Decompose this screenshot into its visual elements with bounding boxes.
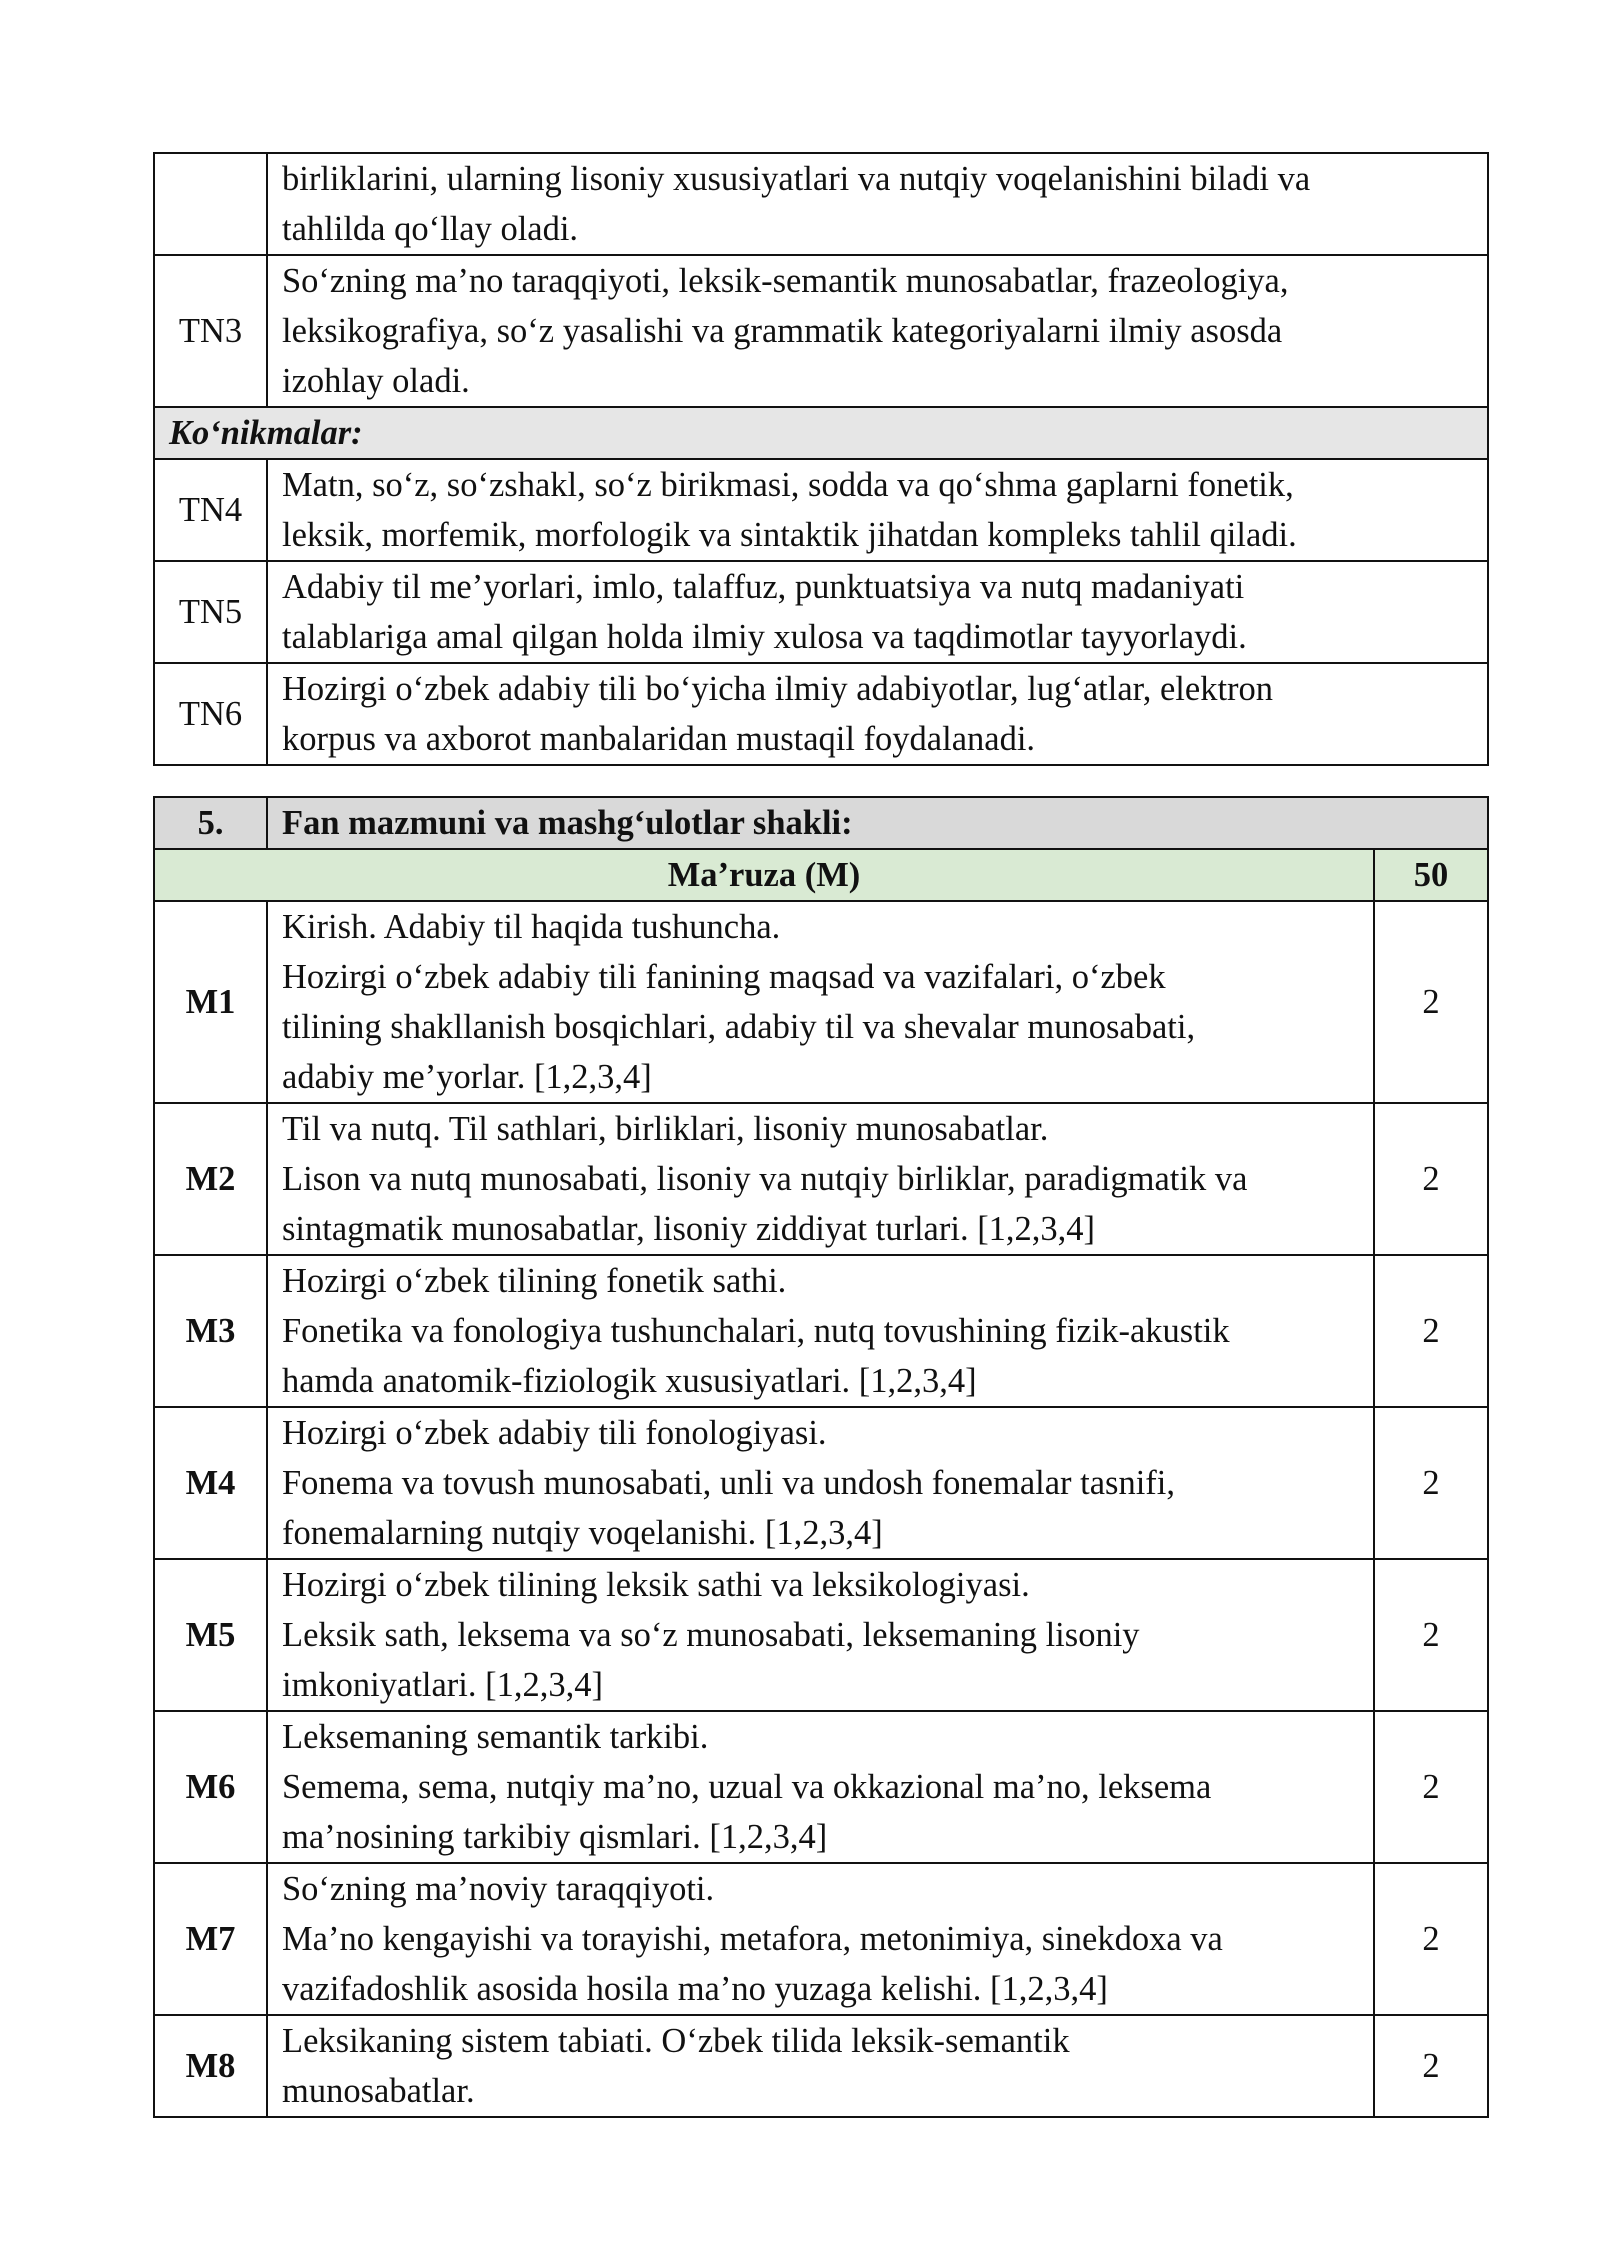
lectures-table	[153, 796, 1489, 2118]
row-description	[267, 255, 1488, 407]
row-code: TN5	[154, 561, 267, 663]
text-line: Fonetika va fonologiya tushunchalari, nutq tovushining fizik-akustik	[282, 1312, 1230, 1350]
section-number: 5.	[154, 797, 267, 849]
text-line: So‘zning ma’noviy taraqqiyoti.	[282, 1870, 715, 1908]
table-row	[154, 1559, 1488, 1711]
text-line: Leksik sath, leksema va so‘z munosabati, leksemaning lisoniy	[282, 1616, 1140, 1654]
maruza-label: Ma’ruza (M)	[154, 849, 1374, 901]
lecture-description	[267, 1863, 1374, 2015]
lecture-hours: 2	[1374, 2015, 1488, 2117]
text-line: tilining shakllanish bosqichlari, adabiy til va shevalar munosabati,	[282, 1008, 1196, 1046]
text-line: hamda anatomik-fiziologik xususiyatlari. [1,2,3,4]	[282, 1362, 977, 1400]
text-line: Hozirgi o‘zbek tilining fonetik sathi.	[282, 1262, 787, 1300]
section-heading-row	[154, 797, 1488, 849]
lecture-hours: 2	[1374, 901, 1488, 1103]
text-line: munosabatlar.	[282, 2072, 475, 2110]
row-code: TN4	[154, 459, 267, 561]
text-line: tahlilda qo‘llay oladi.	[282, 210, 579, 248]
row-description	[267, 663, 1488, 765]
table-row	[154, 153, 1488, 255]
table-row	[154, 1103, 1488, 1255]
lecture-description	[267, 1103, 1374, 1255]
text-line: Adabiy til me’yorlari, imlo, talaffuz, punktuatsiya va nutq madaniyati	[282, 568, 1245, 606]
lecture-code: M7	[154, 1863, 267, 2015]
text-line: Hozirgi o‘zbek adabiy tili fanining maqsad va vazifalari, o‘zbek	[282, 958, 1166, 996]
lecture-description	[267, 1711, 1374, 1863]
row-code: TN3	[154, 255, 267, 407]
lecture-hours: 2	[1374, 1711, 1488, 1863]
text-line: Hozirgi o‘zbek adabiy tili bo‘yicha ilmiy adabiyotlar, lug‘atlar, elektron	[282, 670, 1274, 708]
table-row	[154, 1255, 1488, 1407]
text-line: adabiy me’yorlar. [1,2,3,4]	[282, 1058, 652, 1096]
lecture-code: M4	[154, 1407, 267, 1559]
text-line: Til va nutq. Til sathlari, birliklari, lisoniy munosabatlar.	[282, 1110, 1049, 1148]
table-row	[154, 663, 1488, 765]
text-line: So‘zning ma’no taraqqiyoti, leksik-semantik munosabatlar, frazeologiya,	[282, 262, 1289, 300]
table-row	[154, 1407, 1488, 1559]
text-line: Lison va nutq munosabati, lisoniy va nutqiy birliklar, paradigmatik va	[282, 1160, 1248, 1198]
lecture-hours: 2	[1374, 1407, 1488, 1559]
lecture-code: M1	[154, 901, 267, 1103]
text-line: sintagmatik munosabatlar, lisoniy ziddiyat turlari. [1,2,3,4]	[282, 1210, 1096, 1248]
lecture-description	[267, 901, 1374, 1103]
text-line: birliklarini, ularning lisoniy xususiyatlari va nutqiy voqelanishini biladi va	[282, 160, 1311, 198]
table-row	[154, 561, 1488, 663]
row-description	[267, 459, 1488, 561]
row-description	[267, 561, 1488, 663]
text-line: Leksikaning sistem tabiati. O‘zbek tilida leksik-semantik	[282, 2022, 1070, 2060]
lecture-code: M5	[154, 1559, 267, 1711]
text-line: ma’nosining tarkibiy qismlari. [1,2,3,4]	[282, 1818, 828, 1856]
text-line: Hozirgi o‘zbek tilining leksik sathi va leksikologiyasi.	[282, 1566, 1030, 1604]
text-line: imkoniyatlari. [1,2,3,4]	[282, 1666, 603, 1704]
text-line: izohlay oladi.	[282, 362, 470, 400]
maruza-total-hours: 50	[1374, 849, 1488, 901]
section-title: Fan mazmuni va mashg‘ulotlar shakli:	[267, 797, 1488, 849]
table-row	[154, 459, 1488, 561]
skills-heading-row	[154, 407, 1488, 459]
text-line: Leksemaning semantik tarkibi.	[282, 1718, 709, 1756]
text-line: korpus va axborot manbalaridan mustaqil foydalanadi.	[282, 720, 1036, 758]
row-description	[267, 153, 1488, 255]
lecture-description	[267, 1255, 1374, 1407]
lecture-code: M6	[154, 1711, 267, 1863]
lecture-description	[267, 1559, 1374, 1711]
text-line: Hozirgi o‘zbek adabiy tili fonologiyasi.	[282, 1414, 827, 1452]
skills-heading: Ko‘nikmalar:	[154, 407, 1488, 459]
text-line: leksik, morfemik, morfologik va sintaktik jihatdan kompleks tahlil qiladi.	[282, 516, 1297, 554]
maruza-heading-row	[154, 849, 1488, 901]
text-line: Semema, sema, nutqiy ma’no, uzual va okkazional ma’no, leksema	[282, 1768, 1212, 1806]
table-row	[154, 901, 1488, 1103]
lecture-code: M8	[154, 2015, 267, 2117]
table-row	[154, 255, 1488, 407]
text-line: Matn, so‘z, so‘zshakl, so‘z birikmasi, sodda va qo‘shma gaplarni fonetik,	[282, 466, 1294, 504]
lecture-description	[267, 2015, 1374, 2117]
text-line: Ma’no kengayishi va torayishi, metafora, metonimiya, sinekdoxa va	[282, 1920, 1223, 1958]
lecture-code: M3	[154, 1255, 267, 1407]
lecture-code: M2	[154, 1103, 267, 1255]
lecture-hours: 2	[1374, 1863, 1488, 2015]
text-line: talablariga amal qilgan holda ilmiy xulosa va taqdimotlar tayyorlaydi.	[282, 618, 1247, 656]
text-line: leksikografiya, so‘z yasalishi va grammatik kategoriyalarni ilmiy asosda	[282, 312, 1283, 350]
lecture-description	[267, 1407, 1374, 1559]
table-row	[154, 1863, 1488, 2015]
text-line: vazifadoshlik asosida hosila ma’no yuzaga kelishi. [1,2,3,4]	[282, 1970, 1108, 2008]
text-line: Kirish. Adabiy til haqida tushuncha.	[282, 908, 781, 946]
lecture-hours: 2	[1374, 1103, 1488, 1255]
table-row	[154, 1711, 1488, 1863]
outcomes-table	[153, 152, 1489, 766]
row-code	[154, 153, 267, 255]
lecture-hours: 2	[1374, 1559, 1488, 1711]
row-code: TN6	[154, 663, 267, 765]
lecture-hours: 2	[1374, 1255, 1488, 1407]
table-row	[154, 2015, 1488, 2117]
text-line: fonemalarning nutqiy voqelanishi. [1,2,3,4]	[282, 1514, 883, 1552]
text-line: Fonema va tovush munosabati, unli va undosh fonemalar tasnifi,	[282, 1464, 1176, 1502]
